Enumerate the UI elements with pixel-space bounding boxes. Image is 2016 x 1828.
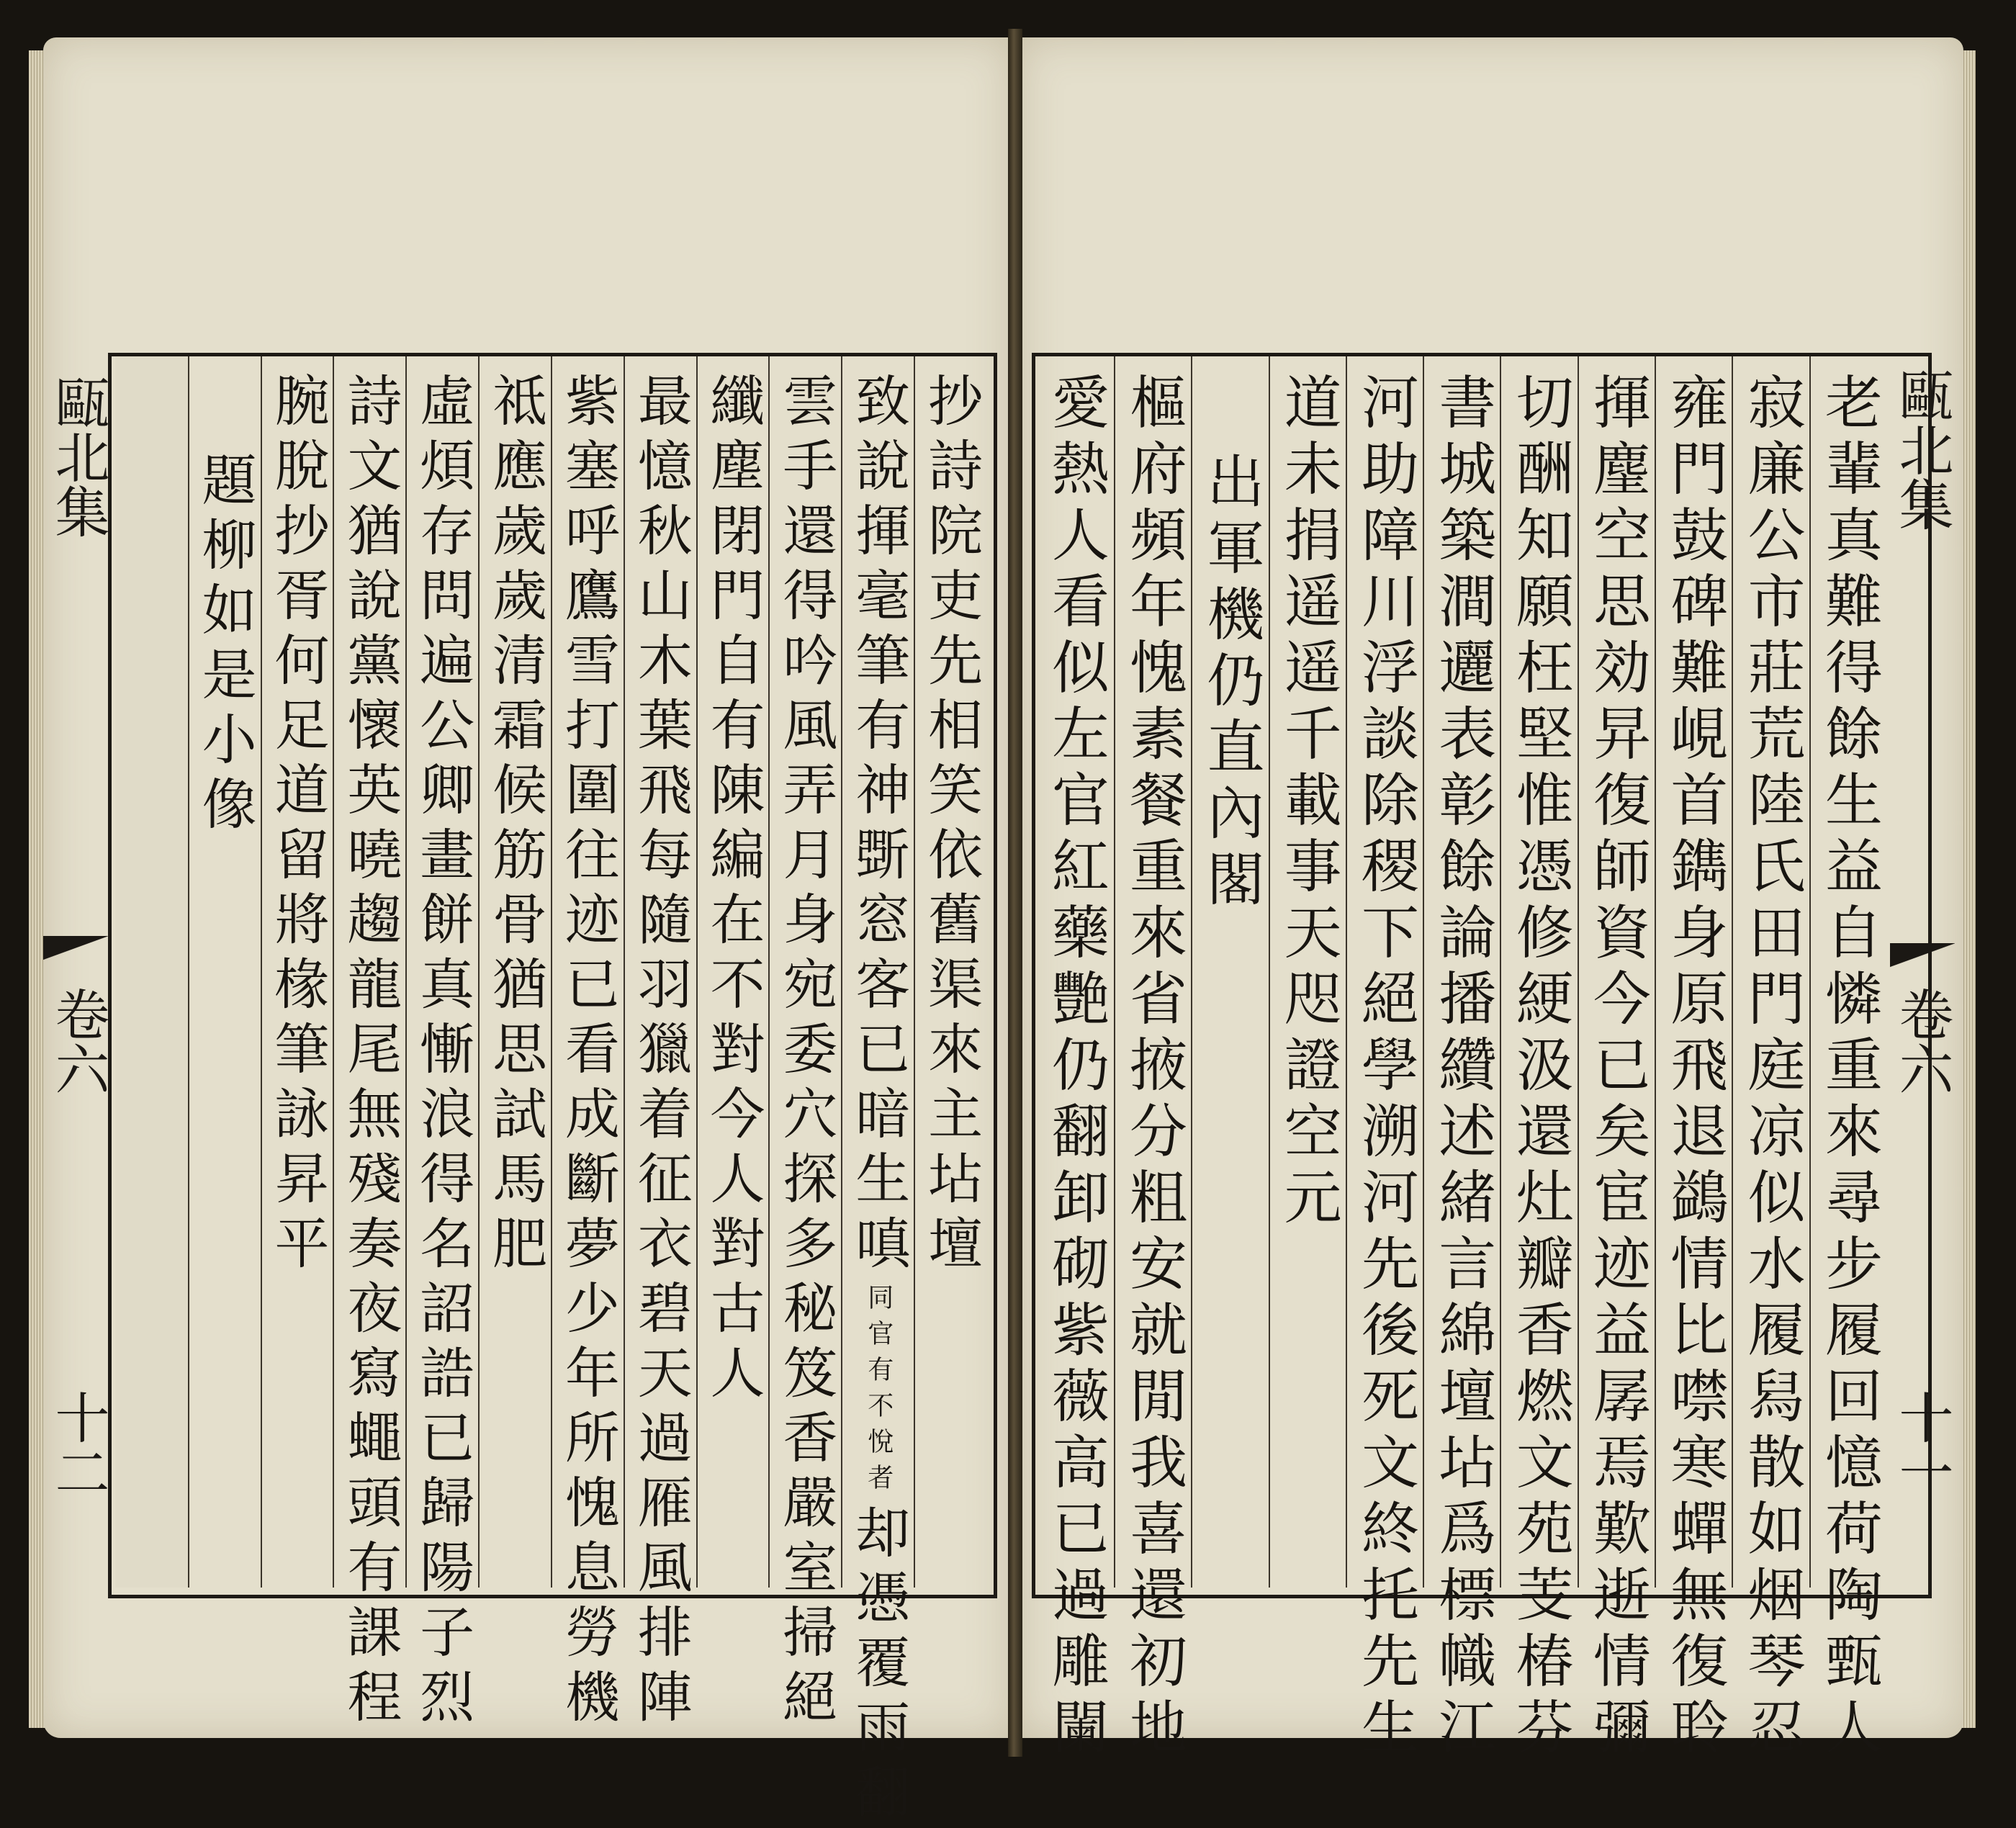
column-text-part: 致說揮毫筆有神斲窓客已暗生嗔 — [846, 372, 911, 1279]
left-banner-title: 甌北集 — [46, 374, 110, 539]
text-column — [1269, 356, 1346, 1588]
book-spine — [1008, 29, 1022, 1757]
column-text: 紫塞呼鷹雪打圍往迹已看成斷夢少年所愧息勞機 — [556, 372, 621, 1733]
text-column — [914, 356, 986, 1588]
text-column — [478, 356, 551, 1588]
column-text: 虛煩存問遍公卿畫餅真慚浪得名詔誥已歸陽子烈 — [410, 372, 475, 1733]
column-text: 揮麈空思効㫒復師資今已矣宦迹益孱焉歎逝情彌 — [1583, 372, 1651, 1763]
text-column — [261, 356, 333, 1588]
blank-column — [115, 356, 188, 1588]
column-text: 祗應歲歲清霜候筋骨猶思試馬肥 — [483, 372, 548, 1279]
poem-title-column — [188, 356, 261, 1588]
text-column — [696, 356, 769, 1588]
column-text: 老輩真難得餘生益自憐重來尋步履回憶荷陶甄人 — [1815, 372, 1883, 1763]
right-page-text — [1037, 356, 1886, 1763]
column-text: 書城築澗邐表彰餘論播纘述緒言綿壇坫爲標幟江 — [1428, 372, 1496, 1763]
interlinear-note: 同官有不悅者 — [863, 1284, 894, 1500]
column-text: 纖塵閉門自有陳編在不對今人對古人 — [701, 372, 766, 1409]
column-text-part: 却憑覆雨翻 — [846, 1504, 911, 1828]
column-text: 腕脫抄胥何足道留將椽筆詠昇平 — [265, 372, 330, 1279]
left-banner-folio: 十二 — [46, 1390, 110, 1499]
poem-title: 題柳如是小像 — [193, 451, 258, 840]
column-text: 切酬知願枉堅惟憑修綆汲還灶瓣香燃文苑芰椿芬 — [1506, 372, 1574, 1763]
column-text: 抄詩院吏先相笑依舊渠來主坫壇 — [919, 372, 984, 1279]
text-column — [333, 356, 405, 1733]
right-banner-folio: 十一 — [1890, 1390, 1954, 1499]
column-text: 詩文猶說黨懷英曉趨龍尾無殘奏夜寫蠅頭有課程 — [338, 372, 402, 1733]
column-text: 雲手還得吟風弄月身宛委穴探多秘笈香嚴室掃絕 — [773, 372, 838, 1733]
text-column — [1114, 356, 1191, 1763]
text-column — [1578, 356, 1655, 1763]
text-column — [405, 356, 478, 1733]
column-text: 雍門鼓碑難峴首鐫身原飛退鷁情比噤寒蟬無復聆 — [1660, 372, 1728, 1763]
text-column — [1423, 356, 1500, 1763]
column-text: 河助障川浮談除稷下絕學溯河先後死文終托先生 — [1351, 372, 1419, 1763]
text-column — [1346, 356, 1423, 1763]
text-column — [1809, 356, 1886, 1763]
text-column — [624, 356, 696, 1733]
left-fishtail-mark — [43, 936, 108, 965]
text-column — [768, 356, 841, 1733]
column-text: 愛熱人看似左官紅藥艷仍翻卸砌紫薇高已過雕闌 — [1042, 372, 1110, 1763]
left-banner-volume: 卷六 — [46, 986, 110, 1096]
column-text: 最憶秋山木葉飛每隨羽獵着征衣碧天過雁風排陣 — [629, 372, 693, 1733]
right-banner-volume: 卷六 — [1890, 986, 1954, 1096]
left-page-text — [115, 356, 986, 1828]
right-page-banner — [1890, 353, 1955, 1591]
poem-title: 出軍機仍直內閣 — [1197, 451, 1264, 915]
column-text: 寂廉公市莊荒陸氏田門庭凉似水履舄散如烟琴忍 — [1738, 372, 1806, 1763]
text-column — [841, 356, 914, 1828]
text-column — [1732, 356, 1809, 1763]
column-text: 樞府頻年愧素餐重來省掖分粗安就閒我喜還初地 — [1120, 372, 1187, 1763]
left-page-banner — [43, 353, 108, 1591]
right-banner-title: 甌北集 — [1890, 367, 1954, 531]
poem-title-column — [1191, 356, 1268, 1588]
right-fishtail-mark — [1890, 943, 1955, 972]
column-text: 道未捐遥遥千載事天咫證空元 — [1274, 372, 1342, 1233]
text-column — [551, 356, 624, 1733]
text-column — [1500, 356, 1577, 1763]
column-text — [846, 372, 911, 1828]
text-column — [1655, 356, 1732, 1763]
text-column — [1037, 356, 1114, 1763]
